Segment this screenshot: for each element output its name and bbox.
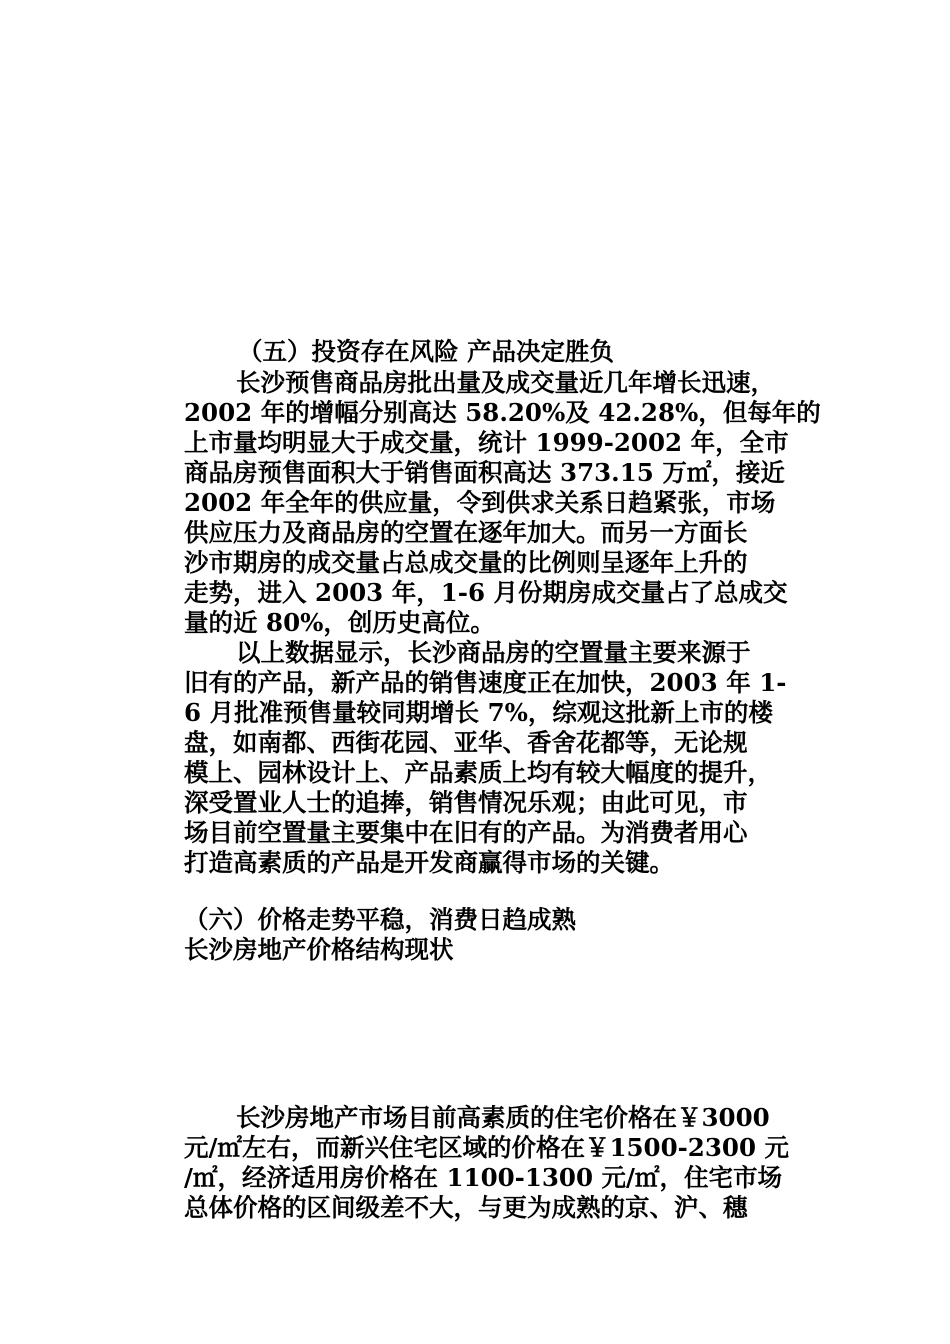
text-line: 沙市期房的成交量占总成交量的比例则呈逐年上升的: [184, 548, 748, 577]
text-line: 上市量均明显大于成交量，统计 1999-2002 年，全市: [184, 428, 789, 457]
text-line: 量的近 80%，创历史高位。: [184, 608, 495, 637]
text-line: 旧有的产品，新产品的销售速度正在加快，2003 年 1-: [184, 668, 787, 697]
section-6-subheading: 长沙房地产价格结构现状: [184, 935, 454, 964]
text-line: /㎡，经济适用房价格在 1100-1300 元/㎡，住宅市场: [184, 1163, 782, 1192]
text-line: 模上、园林设计上、产品素质上均有较大幅度的提升，: [184, 758, 772, 787]
text-line: 走势，进入 2003 年，1-6 月份期房成交量占了总成交: [184, 578, 788, 607]
section-5-heading: （五）投资存在风险 产品决定胜负: [238, 337, 615, 366]
text-line: 供应压力及商品房的空置在逐年加大。而另一方面长: [184, 518, 748, 547]
text-line: 打造高素质的产品是开发商赢得市场的关键。: [184, 848, 674, 877]
text-line: 长沙预售商品房批出量及成交量近几年增长迅速，: [236, 368, 775, 397]
text-line: 商品房预售面积大于销售面积高达 373.15 万㎡，接近: [184, 458, 785, 487]
section-6-heading: （六）价格走势平稳，消费日趋成熟: [184, 905, 576, 934]
text-line: 以上数据显示，长沙商品房的空置量主要来源于: [236, 638, 751, 667]
text-line: 6 月批准预售量较同期增长 7%，综观这批新上市的楼: [184, 698, 773, 727]
text-line: 元/㎡左右，而新兴住宅区域的价格在￥1500-2300 元: [184, 1133, 790, 1162]
text-line: 总体价格的区间级差不大，与更为成熟的京、沪、穗: [184, 1193, 748, 1222]
text-line: 长沙房地产市场目前高素质的住宅价格在￥3000: [236, 1103, 770, 1132]
text-line: 深受置业人士的追捧，销售情况乐观；由此可见，市: [184, 788, 748, 817]
text-line: 盘，如南都、西街花园、亚华、香舍花都等，无论规: [184, 728, 748, 757]
text-line: 2002 年全年的供应量，令到供求关系日趋紧张，市场: [184, 488, 776, 517]
text-line: 场目前空置量主要集中在旧有的产品。为消费者用心: [184, 818, 748, 847]
text-line: 2002 年的增幅分别高达 58.20%及 42.28%，但每年的: [184, 398, 821, 427]
